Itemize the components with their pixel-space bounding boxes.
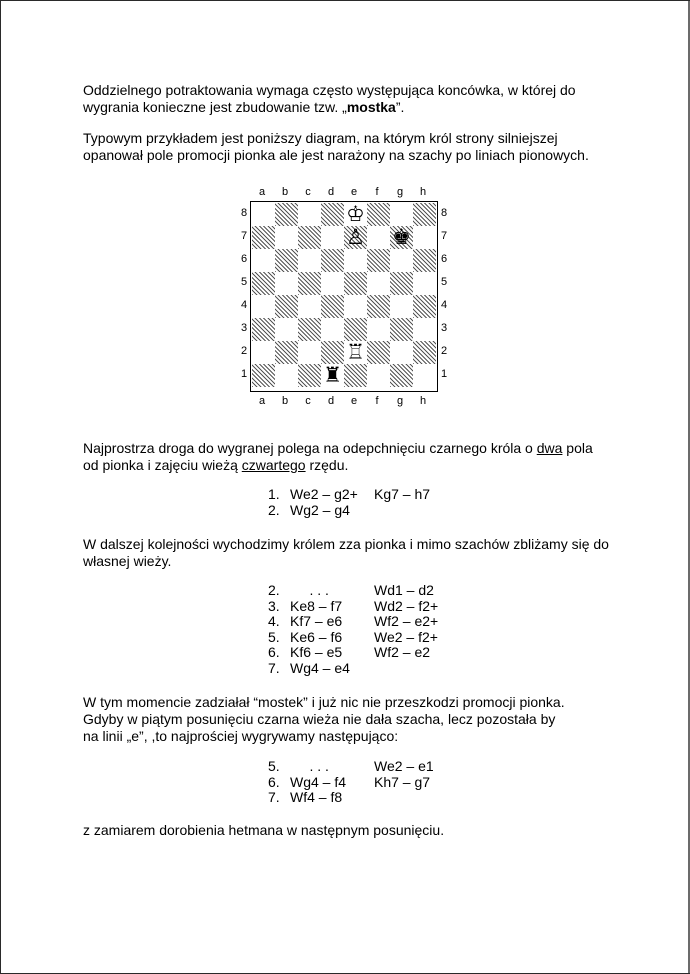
paragraph-example (83, 130, 643, 164)
black-move: Kg7 – h7 (374, 486, 431, 502)
rank-label-left: 3 (240, 322, 248, 334)
move-number: 2. (268, 501, 280, 518)
move-row (268, 599, 438, 615)
white-move: . . . (290, 758, 329, 774)
move-row (268, 661, 438, 677)
paragraph-plan (83, 440, 643, 474)
black-move: We2 – f2+ (374, 628, 438, 645)
paragraph-conclusion (83, 822, 643, 839)
moves-table-1 (268, 487, 430, 518)
rank-label-right: 3 (440, 322, 448, 334)
board-square-b4 (275, 295, 298, 318)
rank-label-right: 5 (440, 276, 448, 288)
file-label-bottom: a (258, 395, 266, 407)
board-square-f3 (367, 318, 390, 341)
rank-label-left: 6 (240, 253, 248, 265)
paragraph-bridge (83, 694, 643, 745)
rank-label-left: 2 (240, 345, 248, 357)
black-king-icon: ♚ (392, 225, 411, 249)
move-row (268, 614, 438, 630)
board-square-d4 (321, 295, 344, 318)
board-square-c8 (298, 203, 321, 226)
board-square-c6 (298, 249, 321, 272)
board-square-a2 (252, 341, 275, 364)
black-move (374, 503, 430, 519)
file-label-top: h (419, 186, 427, 198)
board-square-d5 (321, 272, 344, 295)
text-span: Najprostrza droga do wygranej polega na odepchnięciu czarnego króla o (83, 440, 537, 456)
file-label-bottom: b (281, 395, 289, 407)
rank-label-left: 4 (240, 299, 248, 311)
board-square-b5 (275, 272, 298, 295)
white-move: Wg2 – g4 (290, 501, 350, 518)
board-square-a6 (252, 249, 275, 272)
white-move: Ke6 – f6 (290, 628, 343, 645)
board-square-a1 (252, 364, 275, 387)
black-move: We2 – e1 (374, 758, 434, 774)
text-line: W tym momencie zadziałał “mostek” i już nic nie przeszkodzi promocji pionka. (83, 694, 565, 710)
move-row (268, 487, 430, 503)
file-label-top: e (350, 186, 358, 198)
board-square-b1 (275, 364, 298, 387)
file-label-bottom: h (419, 395, 427, 407)
black-move: Wd1 – d2 (374, 582, 434, 598)
file-label-top: g (396, 186, 404, 198)
board-square-f6 (367, 249, 390, 272)
board-square-b2 (275, 341, 298, 364)
board-square-f1 (367, 364, 390, 387)
move-number: 3. (268, 597, 280, 614)
rank-label-left: 1 (240, 368, 248, 380)
black-move (374, 661, 438, 677)
text-span: ”. (395, 99, 405, 115)
move-number: 7. (268, 659, 280, 676)
board-square-a4 (252, 295, 275, 318)
board-square-a8 (252, 203, 275, 226)
board-square-a3 (252, 318, 275, 341)
board-square-c5 (298, 272, 321, 295)
text-span: od pionka i zajęciu wieżą (83, 457, 242, 473)
black-rook-icon: ♜ (323, 363, 342, 387)
file-label-bottom: e (350, 395, 358, 407)
white-move: Kf6 – e5 (290, 644, 343, 660)
white-move: Kf7 – e6 (290, 613, 343, 629)
text-line: Gdyby w piątym posunięciu czarna wieża nie dała szacha, lecz pozostała by (83, 711, 556, 727)
rank-label-right: 7 (440, 230, 448, 242)
move-row (268, 790, 434, 806)
board-square-e6 (344, 249, 367, 272)
text-line: W dalszej kolejności wychodzimy królem zza pionka i mimo szachów zbliżamy się do (83, 536, 609, 552)
board-square-h6 (413, 249, 436, 272)
white-rook-icon: ♖ (346, 340, 365, 364)
rank-label-right: 8 (440, 207, 448, 219)
text-line: Oddzielnego potraktowania wymaga często występująca koncówka, w której do (83, 82, 576, 98)
board-square-g5 (390, 272, 413, 295)
board-square-e5 (344, 272, 367, 295)
board-square-b7 (275, 226, 298, 249)
file-label-bottom: f (375, 395, 379, 407)
rank-label-left: 7 (240, 230, 248, 242)
move-number: 7. (268, 789, 280, 805)
board-square-a5 (252, 272, 275, 295)
board-square-g6 (390, 249, 413, 272)
file-label-bottom: g (396, 395, 404, 407)
board-square-b3 (275, 318, 298, 341)
white-move: Ke8 – f7 (290, 597, 343, 614)
white-king-icon: ♔ (346, 202, 365, 226)
board-square-g4 (390, 295, 413, 318)
board-square-f5 (367, 272, 390, 295)
text-line (83, 99, 643, 116)
board-square-h3 (413, 318, 436, 341)
black-move: Wd2 – f2+ (374, 597, 439, 614)
board-square-d6 (321, 249, 344, 272)
text-span: pola (562, 440, 593, 456)
board-square-d2 (321, 341, 344, 364)
move-row (268, 759, 434, 775)
move-number: 6. (268, 773, 280, 790)
move-number: 4. (268, 613, 280, 629)
board-square-e4 (344, 295, 367, 318)
text-line: Typowym przykładem jest poniższy diagram, na którym król strony silniejszej (83, 130, 558, 146)
move-number: 5. (268, 758, 280, 774)
move-number: 5. (268, 628, 280, 645)
text-line: z zamiarem dorobienia hetmana w następnym posunięciu. (83, 822, 445, 838)
white-move: Wg4 – f4 (290, 773, 347, 790)
black-move: Kh7 – g7 (374, 773, 431, 790)
rank-label-right: 6 (440, 253, 448, 265)
white-move: Wg4 – e4 (290, 659, 350, 676)
bold-term: mostka (346, 99, 396, 115)
chess-board (250, 201, 438, 392)
board-square-c1 (298, 364, 321, 387)
white-move: We2 – g2+ (290, 486, 358, 502)
text-line (83, 457, 643, 474)
board-square-c2 (298, 341, 321, 364)
black-move (374, 790, 434, 806)
rank-label-right: 1 (440, 368, 448, 380)
text-line: własnej wieży. (83, 553, 172, 569)
move-row (268, 645, 438, 661)
board-square-f8 (367, 203, 390, 226)
board-square-e3 (344, 318, 367, 341)
moves-table-3 (268, 759, 434, 806)
white-move: . . . (290, 582, 329, 598)
move-row (268, 503, 430, 519)
file-label-top: b (281, 186, 289, 198)
moves-table-2 (268, 583, 438, 676)
move-number: 2. (268, 582, 280, 598)
text-span: wygrania konieczne jest zbudowanie tzw. „ (83, 99, 347, 115)
board-square-c3 (298, 318, 321, 341)
board-square-f7 (367, 226, 390, 249)
move-row (268, 630, 438, 646)
board-square-h4 (413, 295, 436, 318)
board-square-h1 (413, 364, 436, 387)
text-line: na linii „e”, ,to najprościej wygrywamy następująco: (83, 728, 399, 744)
black-move: Wf2 – e2 (374, 644, 431, 660)
text-line (83, 440, 643, 457)
file-label-top: f (375, 186, 379, 198)
move-number: 1. (268, 486, 280, 502)
board-square-g1 (390, 364, 413, 387)
board-square-d7 (321, 226, 344, 249)
board-square-g8 (390, 203, 413, 226)
board-square-c4 (298, 295, 321, 318)
text-span: rzędu. (305, 457, 349, 473)
board-square-f2 (367, 341, 390, 364)
text-line: opanował pole promocji pionka ale jest narażony na szachy po liniach pionowych. (83, 147, 589, 163)
move-number: 6. (268, 644, 280, 660)
rank-label-left: 5 (240, 276, 248, 288)
move-row (268, 775, 434, 791)
board-square-h2 (413, 341, 436, 364)
board-square-h5 (413, 272, 436, 295)
underlined-word: dwa (536, 440, 563, 456)
file-label-top: a (258, 186, 266, 198)
file-label-bottom: d (327, 395, 335, 407)
board-square-g3 (390, 318, 413, 341)
file-label-top: d (327, 186, 335, 198)
file-label-top: c (305, 186, 311, 198)
board-square-e1 (344, 364, 367, 387)
board-square-b8 (275, 203, 298, 226)
underlined-word: czwartego (241, 457, 306, 473)
board-square-h7 (413, 226, 436, 249)
move-row (268, 583, 438, 599)
board-square-d3 (321, 318, 344, 341)
board-square-d8 (321, 203, 344, 226)
board-square-g2 (390, 341, 413, 364)
white-pawn-icon: ♙ (346, 225, 365, 249)
board-square-a7 (252, 226, 275, 249)
paragraph-intro (83, 82, 643, 116)
rank-label-left: 8 (240, 207, 248, 219)
paragraph-continuation (83, 536, 643, 570)
file-label-bottom: c (305, 395, 311, 407)
board-square-c7 (298, 226, 321, 249)
board-square-h8 (413, 203, 436, 226)
white-move: Wf4 – f8 (290, 789, 343, 805)
board-square-b6 (275, 249, 298, 272)
rank-label-right: 4 (440, 299, 448, 311)
rank-label-right: 2 (440, 345, 448, 357)
black-move: Wf2 – e2+ (374, 613, 439, 629)
board-square-f4 (367, 295, 390, 318)
